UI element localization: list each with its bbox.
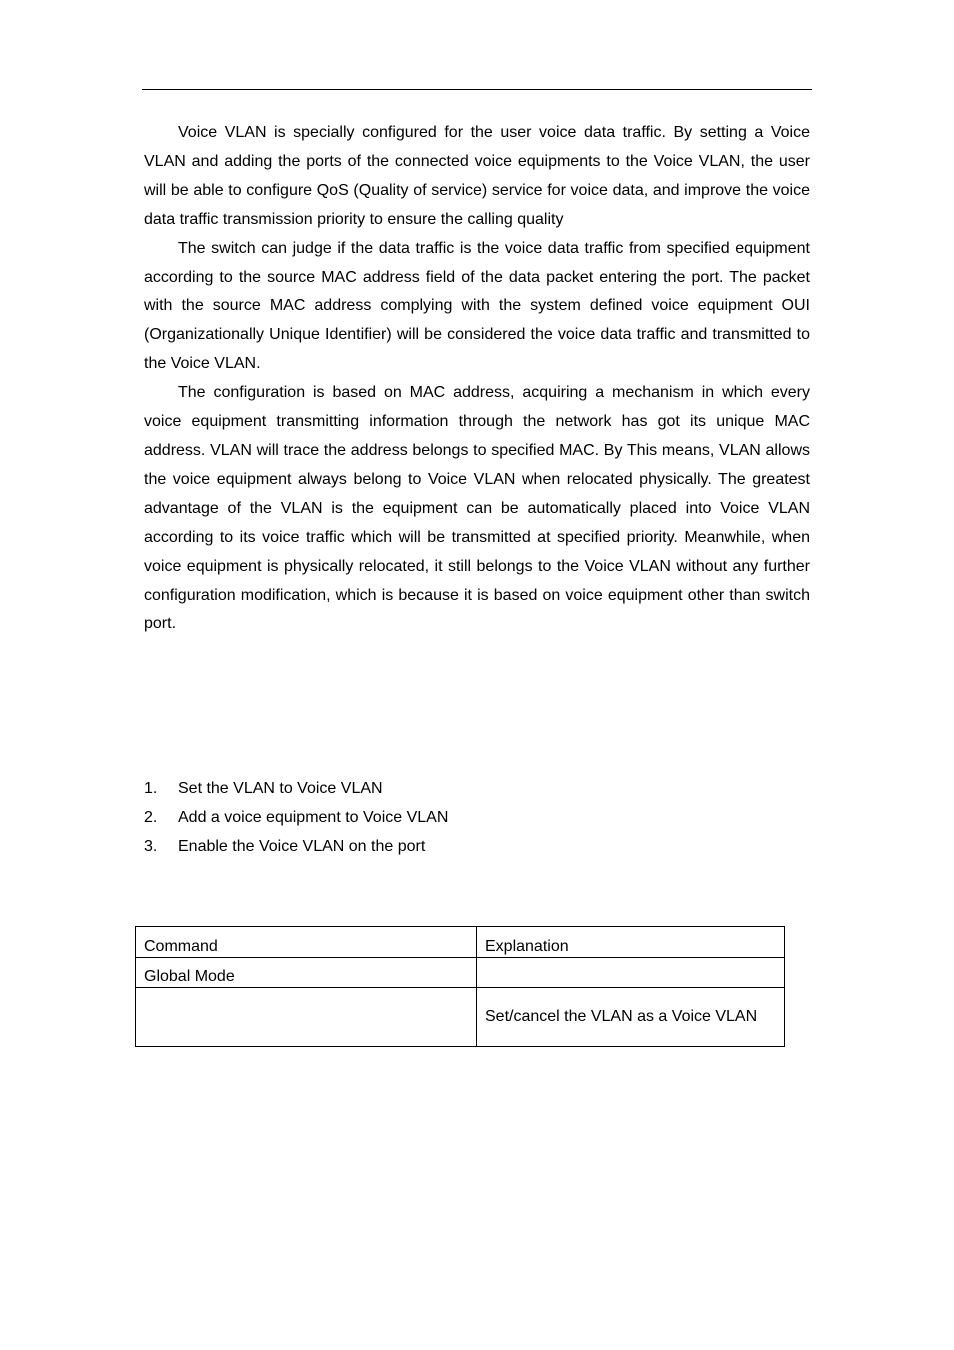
list-item	[144, 832, 810, 861]
explanation-cell: Set/cancel the VLAN as a Voice VLAN	[477, 988, 785, 1047]
list-item	[144, 774, 810, 803]
table-header-row	[136, 927, 785, 958]
header-rule	[142, 89, 812, 90]
step-number: 2.	[144, 809, 158, 826]
command-cell	[136, 988, 477, 1047]
list-item	[144, 803, 810, 832]
step-number: 1.	[144, 780, 158, 797]
mode-explanation-cell	[477, 958, 785, 988]
step-number: 3.	[144, 838, 158, 855]
step-text: Set the VLAN to Voice VLAN	[178, 780, 383, 797]
step-text: Enable the Voice VLAN on the port	[178, 838, 426, 855]
header-cell-explanation: Explanation	[477, 927, 785, 958]
paragraph: The configuration is based on MAC address, acquiring a mechanism in which every voice equipment transmitting information through the network has got its unique MAC address. VLAN will trace the address belongs to specified MAC. By This means, VLAN allows the voice equipment always belong to Voice VLAN when relocated physically. The greatest advantage of the VLAN is the equipment can be automatically placed into Voice VLAN according to its voice traffic which will be transmitted at specified priority. Meanwhile, when voice equipment is physically relocated, it still belongs to the Voice VLAN without any further configuration modification, which is because it is based on voice equipment other than switch port.	[144, 384, 810, 633]
paragraph: The switch can judge if the data traffic is the voice data traffic from specified equipment according to the source MAC address field of the data packet entering the port. The packet with the source MAC address complying with the system defined voice equipment OUI (Organizationally Unique Identifier) will be considered the voice data traffic and transmitted to the Voice VLAN.	[144, 239, 810, 373]
header-cell-command: Command	[136, 927, 477, 958]
mode-cell: Global Mode	[136, 958, 477, 988]
table-row	[136, 988, 785, 1047]
paragraph: Voice VLAN is specially configured for the user voice data traffic. By setting a Voice VLAN and adding the ports of the connected voice equipments to the Voice VLAN, the user will be able to configure QoS (Quality of service) service for voice data, and improve the voice data traffic transmission priority to ensure the calling quality	[144, 124, 810, 228]
config-steps-list	[144, 774, 810, 861]
body-text	[144, 119, 810, 639]
table-mode-row	[136, 958, 785, 988]
command-table	[135, 926, 785, 1047]
step-text: Add a voice equipment to Voice VLAN	[178, 809, 449, 826]
